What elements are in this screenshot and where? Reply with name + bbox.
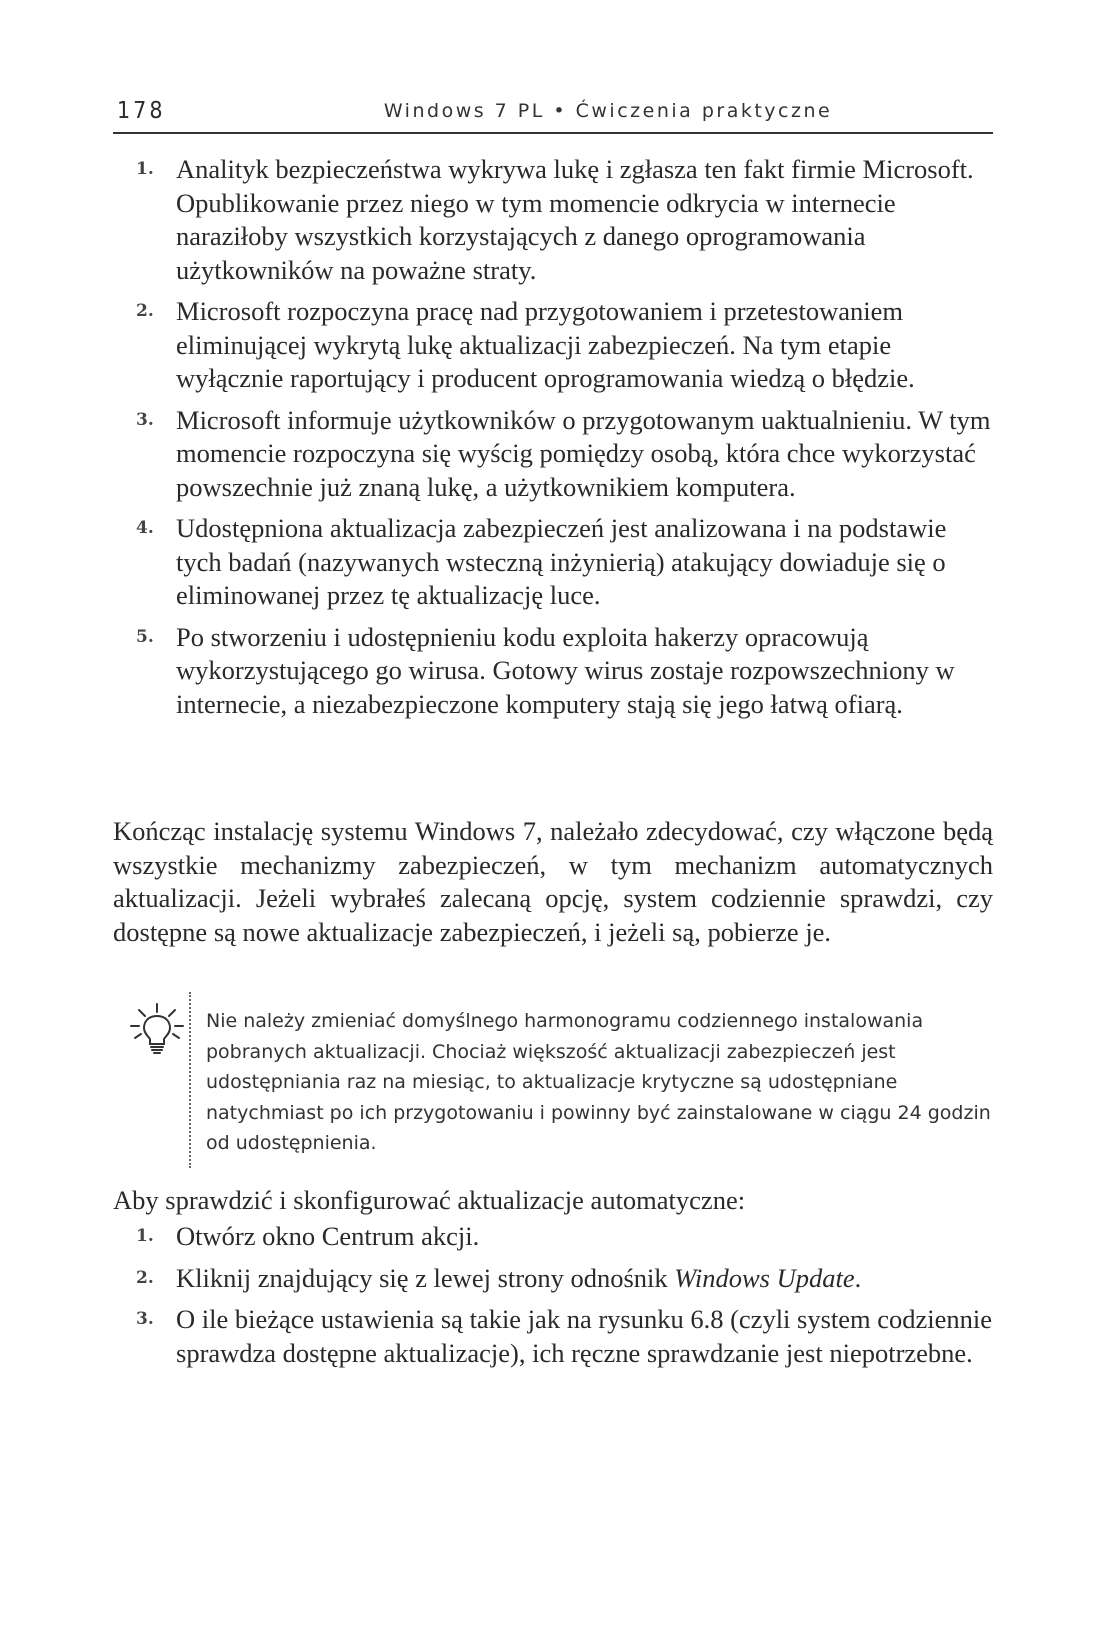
numbered-list-vulnerability-steps xyxy=(113,153,993,729)
running-title: Windows 7 PL • Ćwiczenia praktyczne xyxy=(383,100,833,122)
list-number: 1. xyxy=(136,1226,154,1246)
list-item-text-end: . xyxy=(854,1262,862,1293)
list-item-text: Microsoft informuje użytkowników o przygotowanym uaktualnieniu. W tym momencie rozpoczyna się wyścig pomiędzy osobą, która chce wykorzystać powszechnie już znaną lukę, a użytkownikiem komputera. xyxy=(176,404,991,502)
list-number: 3. xyxy=(136,1309,154,1329)
tip-text: Nie należy zmieniać domyślnego harmonogramu codziennego instalowania pobranych aktualizacji. Chociaż większość aktualizacji zabezpieczeń jest udostępniania raz na miesiąc, to aktualizacje krytyczne są udostępniane natychmiast po ich przygotowaniu i powinny być zainstalowane w ciągu 24 godzin od udostępnienia. xyxy=(206,1010,991,1154)
page-header xyxy=(113,96,993,134)
list-item xyxy=(113,295,993,396)
list-number: 5. xyxy=(136,626,154,647)
list-item xyxy=(113,1303,993,1370)
list-item-text: Udostępniona aktualizacja zabezpieczeń jest analizowana i na podstawie tych badań (nazywanych wsteczną inżynierią) atakujący dowiaduje się o eliminowanej przez tę aktualizację luce. xyxy=(176,513,947,610)
list-number: 4. xyxy=(136,518,154,538)
list-item xyxy=(113,153,993,287)
tip-box xyxy=(113,992,993,1172)
list-number: 1. xyxy=(136,159,154,179)
page-number: 178 xyxy=(117,98,166,124)
list-item xyxy=(113,621,993,722)
list-item-text: Kliknij znajdujący się z lewej strony odnośnik xyxy=(176,1262,675,1293)
list-item-text: Po stworzeniu i udostępnieniu kodu exploita hakerzy opracowują wykorzystującego go wirusa. Gotowy wirus zostaje rozpowszechniony w internecie, a niezabezpieczone komputery stają się jego łatwą ofiarą. xyxy=(176,621,955,719)
list-item xyxy=(113,1220,993,1254)
windows-update-link-text: Windows Update xyxy=(674,1262,855,1293)
list-item-text: Otwórz okno Centrum akcji. xyxy=(176,1221,480,1251)
intro-paragraph: Aby sprawdzić i skonfigurować aktualizacje automatyczne: xyxy=(113,1185,746,1215)
list-item-text: Microsoft rozpoczyna pracę nad przygotowaniem i przetestowaniem eliminującej wykrytą lukę aktualizacji zabezpieczeń. Na tym etapie wyłącznie raportujący i producent oprogramowania wiedzą o błędzie. xyxy=(176,296,915,393)
list-item-text: O ile bieżące ustawienia są takie jak na rysunku 6.8 (czyli system codziennie sprawdza dostępne aktualizacje), ich ręczne sprawdzanie jest niepotrzebne. xyxy=(176,1304,993,1368)
lightbulb-icon xyxy=(129,1002,185,1058)
list-item xyxy=(113,1262,993,1296)
list-item xyxy=(113,404,993,505)
body-paragraph: Kończąc instalację systemu Windows 7, należało zdecydować, czy włączone będą wszystkie mechanizmy zabezpieczeń, w tym mechanizm automatycznych aktualizacji. Jeżeli wybrałeś zalecaną opcję, system codziennie sprawdzi, czy dostępne są nowe aktualizacje zabezpieczeń, i jeżeli są, pobierze je. xyxy=(113,816,993,947)
list-item xyxy=(113,512,993,613)
list-number: 2. xyxy=(136,1267,154,1288)
list-item-text: Analityk bezpieczeństwa wykrywa lukę i zgłasza ten fakt firmie Microsoft. Opublikowanie przez niego w tym momencie odkrycia w internecie naraziłoby wszystkich korzystających z danego oprogramowania użytkowników na poważne straty. xyxy=(176,154,974,285)
tip-divider xyxy=(189,992,191,1168)
list-number: 3. xyxy=(136,409,154,430)
numbered-list-configure-updates xyxy=(113,1220,993,1378)
list-number: 2. xyxy=(136,301,154,321)
